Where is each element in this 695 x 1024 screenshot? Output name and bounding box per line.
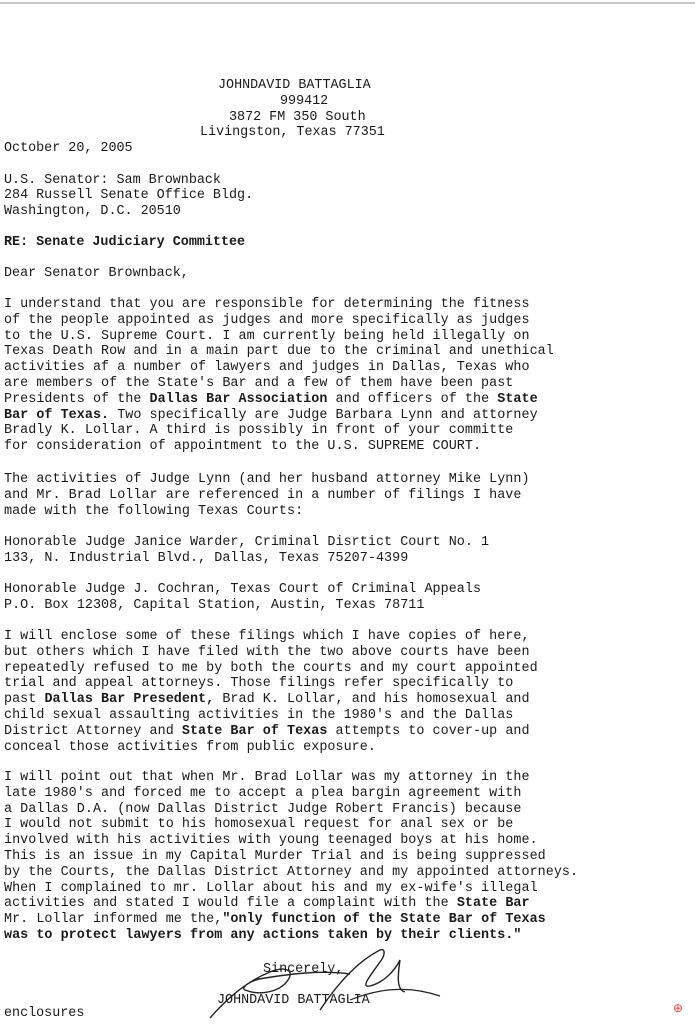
text-run: attempts to cover-up and xyxy=(327,723,530,739)
text-run: Presidents of the xyxy=(4,391,150,407)
text-run: I understand that you are responsible for determining the fitness xyxy=(4,297,530,312)
text-line xyxy=(4,313,554,329)
text-run: made with the following Texas Courts: xyxy=(4,503,304,519)
text-run: for consideration of appointment to the U.S. SUPREME COURT. xyxy=(4,439,482,455)
text-run: When I complained to mr. Lollar about his and my ex-wife's illegal xyxy=(4,880,538,896)
court-address-2 xyxy=(4,582,481,614)
text-run: Bradly K. Lollar. A third is possibly in front of your committe xyxy=(4,423,514,439)
text-line xyxy=(4,833,578,849)
text-run: I will point out that when Mr. Brad Lollar was my attorney in the xyxy=(4,770,530,785)
text-run: Honorable Judge J. Cochran, Texas Court of Criminal Appeals xyxy=(4,582,482,597)
text-run: Honorable Judge Janice Warder, Criminal Disrtict Court No. 1 xyxy=(4,535,490,550)
text-run: trial and appeal attorneys. Those filings refer specifically to xyxy=(4,676,514,692)
text-line xyxy=(4,472,530,488)
text-run: Brad K. Lollar, and his homosexual and xyxy=(214,692,530,708)
text-run: late 1980's and forced me to accept a plea bargin agreement with xyxy=(4,785,522,801)
bold-text-run: Dallas Bar Association xyxy=(149,391,328,407)
paragraph-4 xyxy=(4,770,578,944)
text-line xyxy=(4,408,554,424)
text-run: past xyxy=(4,692,45,708)
text-line xyxy=(4,439,554,455)
text-run: are members of the State's Bar and a few of them have been past xyxy=(4,375,514,391)
text-line xyxy=(4,724,538,740)
text-line xyxy=(4,676,538,692)
text-line xyxy=(4,770,578,786)
text-line xyxy=(4,582,481,598)
text-run: involved with his activities with young teenaged boys at his home. xyxy=(4,833,538,849)
text-run: Mr. Lollar informed me the, xyxy=(4,912,223,928)
text-line xyxy=(4,551,489,567)
text-line xyxy=(4,629,538,645)
stamp-mark: ⊕ xyxy=(673,1001,684,1015)
text-line xyxy=(4,360,554,376)
text-line xyxy=(4,817,578,833)
text-line xyxy=(4,488,530,504)
text-run: activities and stated I would file a complaint with the xyxy=(4,896,457,912)
text-line xyxy=(4,423,554,439)
subject-line: RE: Senate Judiciary Committee xyxy=(4,235,246,250)
text-line xyxy=(4,344,554,360)
text-line xyxy=(4,865,578,881)
recipient-line-2: 284 Russell Senate Office Bldg. xyxy=(4,188,254,203)
enclosures-note: enclosures xyxy=(4,1006,85,1021)
court-address-1 xyxy=(4,535,489,567)
text-line xyxy=(4,598,481,614)
text-run: activities af a number of lawyers and judges in Dallas, Texas who xyxy=(4,360,530,376)
sender-street: 3872 FM 350 South xyxy=(229,110,366,125)
text-line xyxy=(4,392,554,408)
text-line xyxy=(4,535,489,551)
text-line xyxy=(4,881,578,897)
closing: Sincerely, xyxy=(263,962,344,977)
recipient-line-1: U.S. Senator: Sam Brownback xyxy=(4,173,221,188)
text-run: P.O. Box 12308, Capital Station, Austin, Texas 78711 xyxy=(4,597,425,613)
text-line xyxy=(4,329,554,345)
text-run: repeatedly refused to me by both the courts and my court appointed xyxy=(4,660,538,676)
letter-date: October 20, 2005 xyxy=(4,141,133,156)
text-run: child sexual assaulting activities in the 1980's and the Dallas xyxy=(4,707,514,723)
handwritten-signature xyxy=(200,940,450,1024)
signature-name: JOHNDAVID BATTAGLIA xyxy=(217,993,370,1008)
text-run: conceal those activities from public exposure. xyxy=(4,739,376,755)
text-run: and Mr. Brad Lollar are referenced in a number of filings I have xyxy=(4,487,522,503)
bold-text-run: Dallas Bar Presedent, xyxy=(44,692,215,708)
text-line xyxy=(4,504,530,520)
text-run: a Dallas D.A. (now Dallas District Judge Robert Francis) because xyxy=(4,801,522,817)
text-line xyxy=(4,661,538,677)
bold-text-run: State Bar xyxy=(456,896,530,912)
text-line xyxy=(4,802,578,818)
bold-text-run: State Bar of Texas xyxy=(181,723,328,739)
text-run: by the Courts, the Dallas District Attorney and my appointed attorneys. xyxy=(4,864,579,880)
text-run: and officers of the xyxy=(327,391,498,407)
bold-text-run: State xyxy=(497,391,538,407)
text-run: of the people appointed as judges and more specifically as judges xyxy=(4,312,530,328)
page-edge xyxy=(0,2,695,4)
text-line xyxy=(4,297,554,313)
text-line xyxy=(4,376,554,392)
sender-id: 999412 xyxy=(280,94,329,109)
bold-text-run: was to protect lawyers from any actions taken by their clients." xyxy=(4,927,522,943)
text-run: but others which I have filed with the two above courts have been xyxy=(4,644,530,660)
text-line xyxy=(4,645,538,661)
text-line xyxy=(4,692,538,708)
text-run: The activities of Judge Lynn (and her husband attorney Mike Lynn) xyxy=(4,472,530,487)
bold-text-run: "only function of the State Bar of Texas xyxy=(222,912,546,928)
bold-text-run: Bar of Texas. xyxy=(4,407,110,423)
recipient-line-3: Washington, D.C. 20510 xyxy=(4,204,181,219)
text-run: District Attorney and xyxy=(4,723,182,739)
text-run: Texas Death Row and in a main part due to the criminal and unethical xyxy=(4,344,554,360)
paragraph-2 xyxy=(4,472,530,519)
sender-city: Livingston, Texas 77351 xyxy=(200,125,385,140)
text-line xyxy=(4,708,538,724)
salutation: Dear Senator Brownback, xyxy=(4,266,189,281)
text-line xyxy=(4,912,578,928)
paragraph-3 xyxy=(4,629,538,755)
text-line xyxy=(4,896,578,912)
text-run: This is an issue in my Capital Murder Trial and is being suppressed xyxy=(4,848,546,864)
signature-block xyxy=(200,940,450,1024)
text-run: 133, N. Industrial Blvd., Dallas, Texas 75207-4399 xyxy=(4,550,409,566)
text-run: I will enclose some of these filings which I have copies of here, xyxy=(4,629,530,644)
sender-name: JOHNDAVID BATTAGLIA xyxy=(218,78,371,93)
text-line xyxy=(4,740,538,756)
text-line xyxy=(4,849,578,865)
text-line xyxy=(4,786,578,802)
text-run: to the U.S. Supreme Court. I am currently being held illegally on xyxy=(4,328,530,344)
text-run: I would not submit to his homosexual request for anal sex or be xyxy=(4,817,514,833)
paragraph-1 xyxy=(4,297,554,455)
text-run: Two specifically are Judge Barbara Lynn and attorney xyxy=(109,407,538,423)
